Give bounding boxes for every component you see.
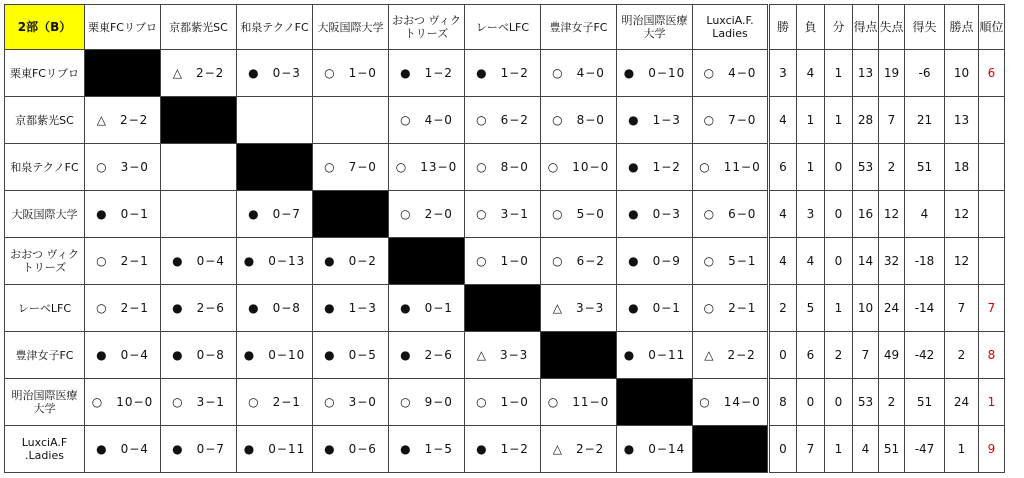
stat-cell: 51 <box>905 379 945 426</box>
stat-cell: -47 <box>905 426 945 473</box>
match-result-cell: △ 3−3 <box>541 285 617 332</box>
match-result-cell: ○ 13−0 <box>389 144 465 191</box>
stat-cell: 28 <box>853 97 879 144</box>
match-result-cell: ● 2−6 <box>161 285 237 332</box>
row-team-name: 明治国際医療 大学 <box>5 379 85 426</box>
stat-cell: 13 <box>853 50 879 97</box>
match-result-cell: ● 0−11 <box>617 332 693 379</box>
stat-cell: 14 <box>853 238 879 285</box>
match-result-cell: ● 0−11 <box>237 426 313 473</box>
match-result-cell: ● 1−2 <box>389 50 465 97</box>
stat-cell: 13 <box>945 97 979 144</box>
self-match-cell <box>237 144 313 191</box>
column-header-stat: 勝 <box>769 5 797 50</box>
match-result-cell: △ 3−3 <box>465 332 541 379</box>
table-row <box>5 144 1005 191</box>
match-result-cell: ○ 6−0 <box>693 191 769 238</box>
match-result-cell: ○ 11−0 <box>541 379 617 426</box>
match-result-cell: ○ 4−0 <box>693 50 769 97</box>
self-match-cell <box>161 97 237 144</box>
table-row <box>5 238 1005 285</box>
match-result-cell: ○ 3−1 <box>465 191 541 238</box>
row-team-name: 大阪国際大学 <box>5 191 85 238</box>
match-result-cell: ○ 2−1 <box>693 285 769 332</box>
stat-cell: 2 <box>879 144 905 191</box>
match-result-cell: ● 0−7 <box>237 191 313 238</box>
match-result-cell: ● 0−10 <box>237 332 313 379</box>
match-result-cell: ○ 1−0 <box>465 238 541 285</box>
match-result-cell: ● 0−8 <box>237 285 313 332</box>
row-team-name: おおつ ヴィクトリーズ <box>5 238 85 285</box>
stat-cell: 1 <box>825 50 853 97</box>
match-result-cell: ○ 5−1 <box>693 238 769 285</box>
stat-cell: 21 <box>905 97 945 144</box>
match-result-cell: ○ 8−0 <box>541 97 617 144</box>
match-result-cell: ● 0−5 <box>313 332 389 379</box>
match-result-cell: ● 2−6 <box>389 332 465 379</box>
row-team-name: 栗東FCリブロ <box>5 50 85 97</box>
rank-cell: 7 <box>979 285 1005 332</box>
self-match-cell <box>617 379 693 426</box>
stat-cell: 1 <box>797 97 825 144</box>
table-row <box>5 332 1005 379</box>
stat-cell: 0 <box>769 426 797 473</box>
match-result-cell: ○ 7−0 <box>693 97 769 144</box>
match-result-cell: △ 2−2 <box>541 426 617 473</box>
stat-cell: 7 <box>879 97 905 144</box>
stat-cell: 1 <box>825 426 853 473</box>
column-header-team: 和泉テクノFC <box>237 5 313 50</box>
stat-cell: 12 <box>945 191 979 238</box>
rank-cell <box>979 191 1005 238</box>
stat-cell: 53 <box>853 144 879 191</box>
match-result-cell: ● 0−1 <box>617 285 693 332</box>
match-result-cell: ○ 2−1 <box>237 379 313 426</box>
match-result-cell: ● 1−2 <box>617 144 693 191</box>
match-result-cell: ○ 1−0 <box>465 379 541 426</box>
column-header-stat: 順位 <box>979 5 1005 50</box>
rank-cell: 8 <box>979 332 1005 379</box>
match-result-cell: ● 0−4 <box>85 332 161 379</box>
table-row <box>5 50 1005 97</box>
match-result-cell: ● 0−6 <box>313 426 389 473</box>
stat-cell: 12 <box>879 191 905 238</box>
match-result-cell: ● 1−5 <box>389 426 465 473</box>
self-match-cell <box>85 50 161 97</box>
stat-cell: 12 <box>945 238 979 285</box>
match-result-cell: ○ 6−2 <box>465 97 541 144</box>
match-result-cell: ○ 5−0 <box>541 191 617 238</box>
stat-cell: 4 <box>769 191 797 238</box>
match-result-cell: ○ 9−0 <box>389 379 465 426</box>
match-result-cell: △ 2−2 <box>161 50 237 97</box>
row-team-name: 京都紫光SC <box>5 97 85 144</box>
standings-table <box>4 4 1005 473</box>
column-header-stat: 負 <box>797 5 825 50</box>
match-result-cell: ○ 6−2 <box>541 238 617 285</box>
self-match-cell <box>389 238 465 285</box>
row-team-name: 和泉テクノFC <box>5 144 85 191</box>
stat-cell: 2 <box>825 332 853 379</box>
match-result-cell: ○ 1−0 <box>313 50 389 97</box>
stat-cell: -14 <box>905 285 945 332</box>
match-result-cell: ● 0−3 <box>237 50 313 97</box>
match-result-cell: ○ 3−0 <box>313 379 389 426</box>
stat-cell: 0 <box>769 332 797 379</box>
self-match-cell <box>693 426 769 473</box>
stat-cell: 19 <box>879 50 905 97</box>
stat-cell: 51 <box>879 426 905 473</box>
rank-cell <box>979 238 1005 285</box>
division-title: 2部（B） <box>5 5 85 50</box>
stat-cell: 4 <box>797 238 825 285</box>
column-header-stat: 失点 <box>879 5 905 50</box>
match-result-cell: ○ 3−1 <box>161 379 237 426</box>
table-row <box>5 379 1005 426</box>
match-result-cell: ● 1−2 <box>465 426 541 473</box>
stat-cell: 2 <box>945 332 979 379</box>
row-team-name: レーベLFC <box>5 285 85 332</box>
stat-cell: 49 <box>879 332 905 379</box>
rank-cell: 1 <box>979 379 1005 426</box>
match-result-cell: ○ 10−0 <box>541 144 617 191</box>
stat-cell: 7 <box>853 332 879 379</box>
stat-cell: 1 <box>797 144 825 191</box>
column-header-team: 京都紫光SC <box>161 5 237 50</box>
row-team-name: 豊津女子FC <box>5 332 85 379</box>
stat-cell: -18 <box>905 238 945 285</box>
table-row <box>5 285 1005 332</box>
column-header-stat: 分 <box>825 5 853 50</box>
stat-cell: 3 <box>797 191 825 238</box>
table-row <box>5 191 1005 238</box>
stat-cell: -6 <box>905 50 945 97</box>
match-result-cell: △ 2−2 <box>693 332 769 379</box>
rank-cell <box>979 97 1005 144</box>
stat-cell: 4 <box>905 191 945 238</box>
stat-cell: 18 <box>945 144 979 191</box>
stat-cell: 10 <box>853 285 879 332</box>
match-result-cell: ● 0−9 <box>617 238 693 285</box>
column-header-team: おおつ ヴィクトリーズ <box>389 5 465 50</box>
stat-cell: 0 <box>797 379 825 426</box>
match-result-cell: ● 0−2 <box>313 238 389 285</box>
match-result-cell: ○ 2−0 <box>389 191 465 238</box>
stat-cell: 51 <box>905 144 945 191</box>
match-result-cell <box>161 191 237 238</box>
stat-cell: 0 <box>825 191 853 238</box>
match-result-cell: ○ 2−1 <box>85 285 161 332</box>
stat-cell: 2 <box>879 379 905 426</box>
self-match-cell <box>465 285 541 332</box>
stat-cell: 8 <box>769 379 797 426</box>
column-header-team: 栗東FCリブロ <box>85 5 161 50</box>
column-header-team: 大阪国際大学 <box>313 5 389 50</box>
stat-cell: 1 <box>825 97 853 144</box>
match-result-cell: ○ 4−0 <box>389 97 465 144</box>
stat-cell: 32 <box>879 238 905 285</box>
match-result-cell: ○ 8−0 <box>465 144 541 191</box>
column-header-team: 豊津女子FC <box>541 5 617 50</box>
stat-cell: 0 <box>825 379 853 426</box>
match-result-cell: ○ 14−0 <box>693 379 769 426</box>
stat-cell: 10 <box>945 50 979 97</box>
stat-cell: 5 <box>797 285 825 332</box>
stat-cell: 6 <box>797 332 825 379</box>
match-result-cell: ○ 2−1 <box>85 238 161 285</box>
self-match-cell <box>541 332 617 379</box>
match-result-cell: ● 0−1 <box>389 285 465 332</box>
stat-cell: 53 <box>853 379 879 426</box>
stat-cell: 24 <box>879 285 905 332</box>
match-result-cell: ● 1−2 <box>465 50 541 97</box>
stat-cell: 24 <box>945 379 979 426</box>
match-result-cell: ● 0−1 <box>85 191 161 238</box>
table-row <box>5 97 1005 144</box>
stat-cell: 0 <box>825 144 853 191</box>
stat-cell: 4 <box>797 50 825 97</box>
stat-cell: 16 <box>853 191 879 238</box>
match-result-cell <box>313 97 389 144</box>
match-result-cell: ● 0−4 <box>161 238 237 285</box>
column-header-team: レーベLFC <box>465 5 541 50</box>
row-team-name: LuxciA.F .Ladies <box>5 426 85 473</box>
match-result-cell: ● 1−3 <box>313 285 389 332</box>
match-result-cell: ● 0−3 <box>617 191 693 238</box>
stat-cell: 7 <box>797 426 825 473</box>
column-header-team: LuxciA.F. Ladies <box>693 5 769 50</box>
match-result-cell: ○ 10−0 <box>85 379 161 426</box>
table-row <box>5 426 1005 473</box>
stat-cell: 2 <box>769 285 797 332</box>
match-result-cell: ● 0−10 <box>617 50 693 97</box>
column-header-stat: 得点 <box>853 5 879 50</box>
rank-cell <box>979 144 1005 191</box>
match-result-cell: ● 0−14 <box>617 426 693 473</box>
stat-cell: 7 <box>945 285 979 332</box>
stat-cell: 1 <box>825 285 853 332</box>
rank-cell: 6 <box>979 50 1005 97</box>
stat-cell: -42 <box>905 332 945 379</box>
stat-cell: 4 <box>853 426 879 473</box>
match-result-cell <box>161 144 237 191</box>
rank-cell: 9 <box>979 426 1005 473</box>
match-result-cell: ● 0−8 <box>161 332 237 379</box>
match-result-cell: ● 0−7 <box>161 426 237 473</box>
column-header-stat: 勝点 <box>945 5 979 50</box>
match-result-cell: ○ 3−0 <box>85 144 161 191</box>
stat-cell: 4 <box>769 238 797 285</box>
stat-cell: 3 <box>769 50 797 97</box>
match-result-cell: ○ 11−0 <box>693 144 769 191</box>
match-result-cell <box>237 97 313 144</box>
stat-cell: 4 <box>769 97 797 144</box>
match-result-cell: ○ 7−0 <box>313 144 389 191</box>
stat-cell: 1 <box>945 426 979 473</box>
match-result-cell: ○ 4−0 <box>541 50 617 97</box>
match-result-cell: ● 0−4 <box>85 426 161 473</box>
stat-cell: 0 <box>825 238 853 285</box>
match-result-cell: △ 2−2 <box>85 97 161 144</box>
match-result-cell: ● 0−13 <box>237 238 313 285</box>
column-header-team: 明治国際医療 大学 <box>617 5 693 50</box>
match-result-cell: ● 1−3 <box>617 97 693 144</box>
self-match-cell <box>313 191 389 238</box>
stat-cell: 6 <box>769 144 797 191</box>
column-header-stat: 得失 <box>905 5 945 50</box>
